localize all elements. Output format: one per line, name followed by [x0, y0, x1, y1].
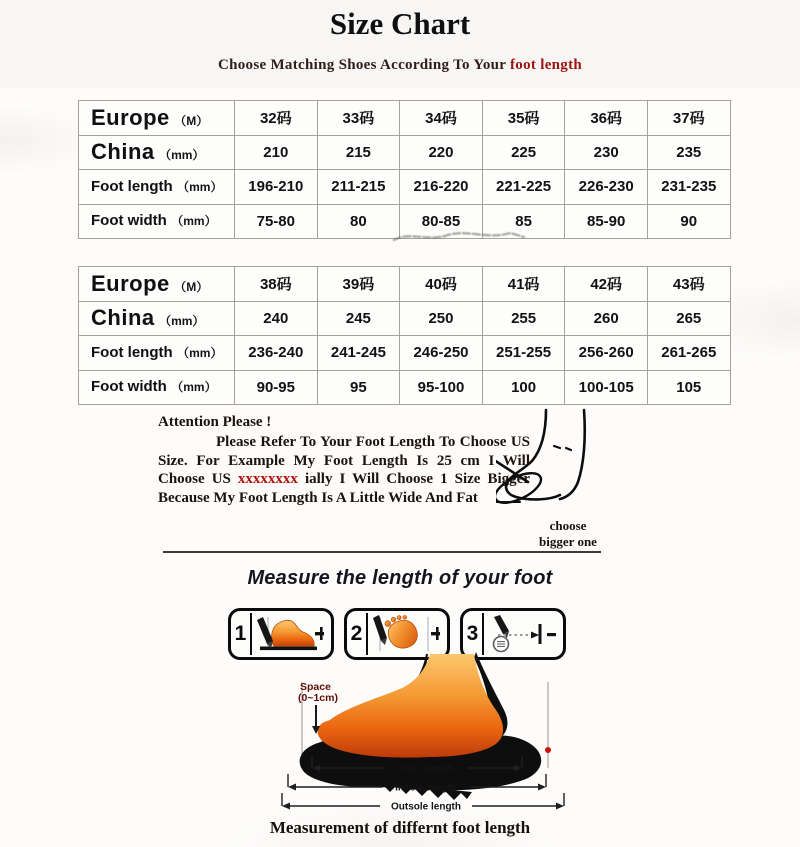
size-table-row: [79, 170, 731, 205]
size-cell: 37码: [647, 101, 730, 136]
attention-text-1: Please Refer To Your Foot Length To Choose US Size. For Example My Foot Length Is 25 cm I Will Choose US: [158, 434, 530, 488]
size-cell: 85-90: [565, 204, 648, 239]
size-cell: 95-100: [400, 370, 483, 405]
pen-icon: [257, 617, 273, 644]
row-label: China: [91, 139, 155, 165]
row-label: Foot length: [91, 177, 173, 195]
row-header: [79, 370, 235, 405]
note-line-2: bigger one: [539, 534, 597, 549]
size-cell: 230: [565, 135, 648, 170]
red-marker-dot: [545, 747, 551, 753]
row-header: [79, 336, 235, 371]
foot-sketch-illustration: [496, 408, 610, 526]
size-cell: 85: [482, 204, 565, 239]
page-title: Size Chart: [329, 6, 471, 41]
size-cell: 221-225: [482, 170, 565, 205]
pen-icon: [373, 615, 387, 641]
size-table-row: [79, 267, 731, 302]
row-unit: （M）: [174, 113, 209, 128]
row-header: [79, 101, 235, 136]
attention-text-2: ially I Will Choose 1 Size Bigger Because My Foot Length Is A Little Wide And Fat: [158, 471, 530, 506]
divider-line: [163, 551, 601, 553]
size-cell: 80: [317, 204, 400, 239]
size-cell: 38码: [235, 267, 318, 302]
attention-body: [158, 433, 530, 507]
sketch-leg-foot: [506, 410, 560, 499]
size-cell: 251-255: [482, 336, 565, 371]
size-cell: 75-80: [235, 204, 318, 239]
row-unit: （M）: [174, 279, 209, 294]
size-cell: 100: [482, 370, 565, 405]
attention-heading: Attention Please !: [158, 414, 272, 430]
size-cell: 32码: [235, 101, 318, 136]
subtitle-main: Choose Matching Shoes According To Your: [217, 57, 510, 73]
size-cell: 211-215: [317, 170, 400, 205]
row-label: Foot length: [91, 343, 173, 361]
size-table-row: [79, 301, 731, 336]
size-cell: 231-235: [647, 170, 730, 205]
foot-shape: [318, 654, 503, 758]
choose-bigger-note: [520, 518, 616, 550]
size-cell: 90-95: [235, 370, 318, 405]
pen-icon: [494, 615, 509, 634]
step3-ruler-icon: [484, 613, 556, 655]
row-header: [79, 204, 235, 239]
sketch-leg-right: [560, 410, 585, 499]
size-cell: 220: [400, 135, 483, 170]
row-unit: （mm）: [171, 214, 217, 229]
size-cell: 80-85: [400, 204, 483, 239]
foot-side-shape: [271, 620, 314, 646]
row-header: [79, 267, 235, 302]
size-cell: 240: [235, 301, 318, 336]
size-table-eu32-37: [78, 100, 731, 239]
space-label-line1: Space: [300, 681, 331, 693]
size-cell: 235: [647, 135, 730, 170]
size-cell: 36码: [565, 101, 648, 136]
row-unit: （mm）: [171, 380, 217, 395]
size-cell: 241-245: [317, 336, 400, 371]
row-label: Foot width: [91, 212, 167, 230]
row-unit: （mm）: [177, 345, 223, 360]
size-cell: 246-250: [400, 336, 483, 371]
size-cell: 196-210: [235, 170, 318, 205]
row-label: Foot width: [91, 378, 167, 396]
size-cell: 33码: [317, 101, 400, 136]
size-cell: 265: [647, 301, 730, 336]
measure-label-outsole-length: Outsole length: [391, 801, 461, 813]
size-cell: 42码: [565, 267, 648, 302]
size-table-row: [79, 370, 731, 405]
step-2-number: 2: [350, 622, 363, 645]
size-cell: 34码: [400, 101, 483, 136]
measure-heading: Measure the length of your foot: [247, 567, 553, 589]
size-cell: 256-260: [565, 336, 648, 371]
page-subtitle: [0, 57, 800, 74]
size-cell: 216-220: [400, 170, 483, 205]
measure-label-foot-length: Foot length: [398, 763, 454, 775]
footprint-shape: [384, 613, 420, 651]
attention-text-red: xxxxxxxx: [237, 471, 298, 488]
size-cell: 41码: [482, 267, 565, 302]
row-header: [79, 135, 235, 170]
size-cell: 35码: [482, 101, 565, 136]
size-cell: 225: [482, 135, 565, 170]
size-cell: 210: [235, 135, 318, 170]
size-table-row: [79, 101, 731, 136]
step-1-number: 1: [234, 622, 247, 645]
row-label: Europe: [91, 104, 170, 130]
row-header: [79, 301, 235, 336]
size-table-row: [79, 135, 731, 170]
size-cell: 215: [317, 135, 400, 170]
row-unit: （mm）: [159, 148, 205, 163]
size-cell: 261-265: [647, 336, 730, 371]
diagram-caption: Measurement of differnt foot length: [269, 818, 531, 837]
size-cell: 255: [482, 301, 565, 336]
foot-length-diagram: [276, 650, 576, 818]
step1-foot-side-icon: [252, 613, 324, 655]
step-3-number: 3: [466, 622, 479, 645]
faint-watermark-scribble: [388, 227, 538, 247]
size-table-eu38-43: [78, 266, 731, 405]
row-unit: （mm）: [159, 314, 205, 329]
size-cell: 90: [647, 204, 730, 239]
note-line-1: choose: [549, 518, 587, 533]
row-label: Europe: [91, 270, 170, 296]
step2-footprint-icon: [368, 613, 440, 655]
size-cell: 245: [317, 301, 400, 336]
size-cell: 100-105: [565, 370, 648, 405]
size-cell: 43码: [647, 267, 730, 302]
measure-label-insole-length: Insole length: [395, 782, 457, 794]
attention-block: [158, 414, 530, 507]
size-cell: 260: [565, 301, 648, 336]
size-cell: 105: [647, 370, 730, 405]
space-label-line2: (0~1cm): [298, 692, 338, 704]
row-header: [79, 170, 235, 205]
size-cell: 236-240: [235, 336, 318, 371]
subtitle-accent: foot length: [510, 57, 583, 73]
size-cell: 250: [400, 301, 483, 336]
size-cell: 40码: [400, 267, 483, 302]
size-cell: 39码: [317, 267, 400, 302]
row-label: China: [91, 305, 155, 331]
size-cell: 95: [317, 370, 400, 405]
size-table-row: [79, 336, 731, 371]
row-unit: （mm）: [177, 179, 223, 194]
size-cell: 226-230: [565, 170, 648, 205]
